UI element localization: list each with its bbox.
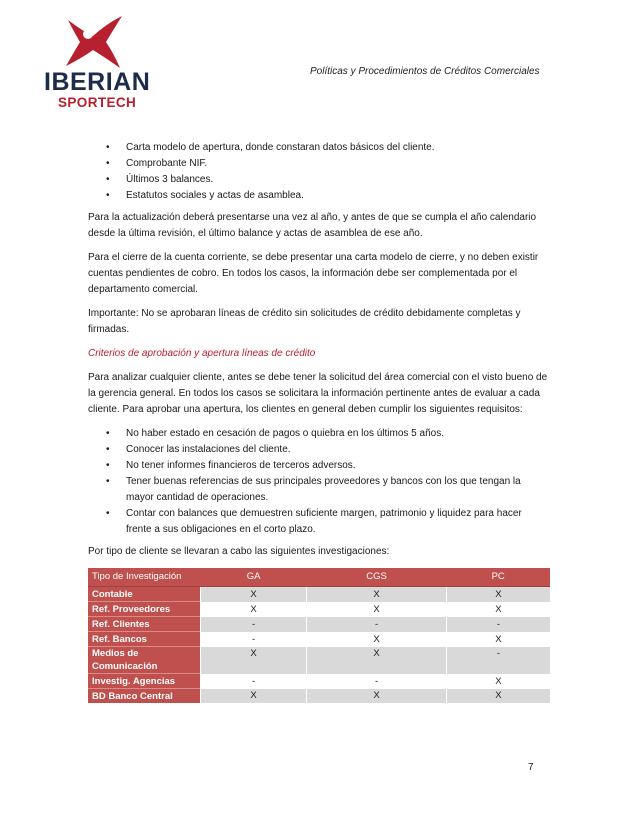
table-row [88, 617, 550, 632]
table-cell: X [201, 689, 307, 704]
table-cell: X [307, 689, 447, 704]
list-item: • Contar con balances que demuestren suficiente margen, patrimonio y liquidez para hacer frente a sus obligaciones en el corto plazo. [106, 508, 522, 535]
table-row [88, 647, 550, 674]
row-label: Ref. Clientes [88, 617, 201, 632]
table-cell: X [201, 647, 307, 674]
document-header-title: Políticas y Procedimientos de Créditos Comerciales [310, 66, 540, 77]
table-row [88, 632, 550, 647]
row-label: Ref. Bancos [88, 632, 201, 647]
row-label: Investig. Agencias [88, 674, 201, 689]
logo-brand: IBERIAN [44, 68, 151, 96]
table-cell: X [307, 647, 447, 674]
table-cell: X [201, 587, 307, 602]
table-row [88, 689, 550, 704]
table-header-row [88, 568, 550, 587]
table-row [88, 587, 550, 602]
table-cell: X [446, 587, 550, 602]
bullet-list-requisitos [88, 426, 550, 538]
logo-star-icon [62, 14, 124, 70]
bullet-icon: • [106, 158, 110, 169]
table-cell: - [307, 617, 447, 632]
list-item: • No haber estado en cesación de pagos o quiebra en los últimos 5 años. [88, 426, 550, 442]
list-item: • Carta modelo de apertura, donde constaran datos básicos del cliente. [88, 140, 550, 156]
table-cell: X [307, 602, 447, 617]
bullet-icon: • [106, 190, 110, 201]
column-header: CGS [307, 568, 447, 587]
bullet-icon: • [106, 476, 110, 487]
row-label: Medios de Comunicación [88, 647, 201, 674]
table-cell: - [201, 632, 307, 647]
table-cell: X [446, 602, 550, 617]
column-header: PC [446, 568, 550, 587]
row-label: Ref. Proveedores [88, 602, 201, 617]
paragraph-importante: Importante: No se aprobaran líneas de crédito sin solicitudes de crédito debidamente completas y firmadas. [88, 308, 521, 335]
paragraph-criterios: Para analizar cualquier cliente, antes se debe tener la solicitud del área comercial con el visto bueno de la gerencia general. En todos los casos se solicitara la información pertinente antes de evaluar a cada cliente. Para aprobar una apertura, los clientes en general deben cumplir los siguientes requisitos: [88, 372, 548, 415]
table-row [88, 674, 550, 689]
table-cell: - [446, 647, 550, 674]
bullet-icon: • [106, 508, 110, 519]
list-item: • Comprobante NIF. [88, 156, 550, 172]
list-item: • Estatutos sociales y actas de asamblea. [88, 188, 550, 204]
document-body [88, 140, 550, 703]
table-cell: X [307, 632, 447, 647]
table-cell: X [446, 689, 550, 704]
bullet-icon: • [106, 142, 110, 153]
section-title: Criterios de aprobación y apertura líneas de crédito [88, 348, 316, 359]
bullet-icon: • [106, 428, 110, 439]
table-row [88, 602, 550, 617]
table-cell: X [201, 602, 307, 617]
bullet-icon: • [106, 174, 110, 185]
table-cell: X [446, 632, 550, 647]
paragraph-investigaciones: Por tipo de cliente se llevaran a cabo las siguientes investigaciones: [88, 546, 390, 557]
row-label: Contable [88, 587, 201, 602]
paragraph-cierre: Para el cierre de la cuenta corriente, se debe presentar una carta modelo de cierre, y no deben existir cuentas pendientes de cobro. En todos los casos, la información debe ser complementada por el departamento comercial. [88, 252, 539, 295]
list-item: • Tener buenas referencias de sus principales proveedores y bancos con los que tengan la mayor cantidad de operaciones. [106, 476, 521, 503]
table-cell: - [307, 674, 447, 689]
row-label: BD Banco Central [88, 689, 201, 704]
column-header: GA [201, 568, 307, 587]
list-item: • Últimos 3 balances. [88, 172, 550, 188]
list-item: • Conocer las instalaciones del cliente. [88, 442, 550, 458]
page-number: 7 [528, 762, 534, 773]
table-cell: X [307, 587, 447, 602]
table-cell: - [446, 617, 550, 632]
bullet-icon: • [106, 460, 110, 471]
column-header: Tipo de Investigación [88, 568, 201, 587]
list-item: • No tener informes financieros de terceros adversos. [88, 458, 550, 474]
bullet-list-documents [88, 140, 550, 204]
table-cell: X [446, 674, 550, 689]
logo-subbrand: SPORTECH [58, 95, 137, 110]
table-cell: - [201, 617, 307, 632]
table-cell: - [201, 674, 307, 689]
paragraph-actualizacion: Para la actualización deberá presentarse una vez al año, y antes de que se cumpla el año calendario desde la última revisión, el último balance y actas de asamblea de ese año. [88, 212, 537, 239]
company-logo [44, 14, 151, 112]
investigation-table [88, 568, 550, 703]
bullet-icon: • [106, 444, 110, 455]
